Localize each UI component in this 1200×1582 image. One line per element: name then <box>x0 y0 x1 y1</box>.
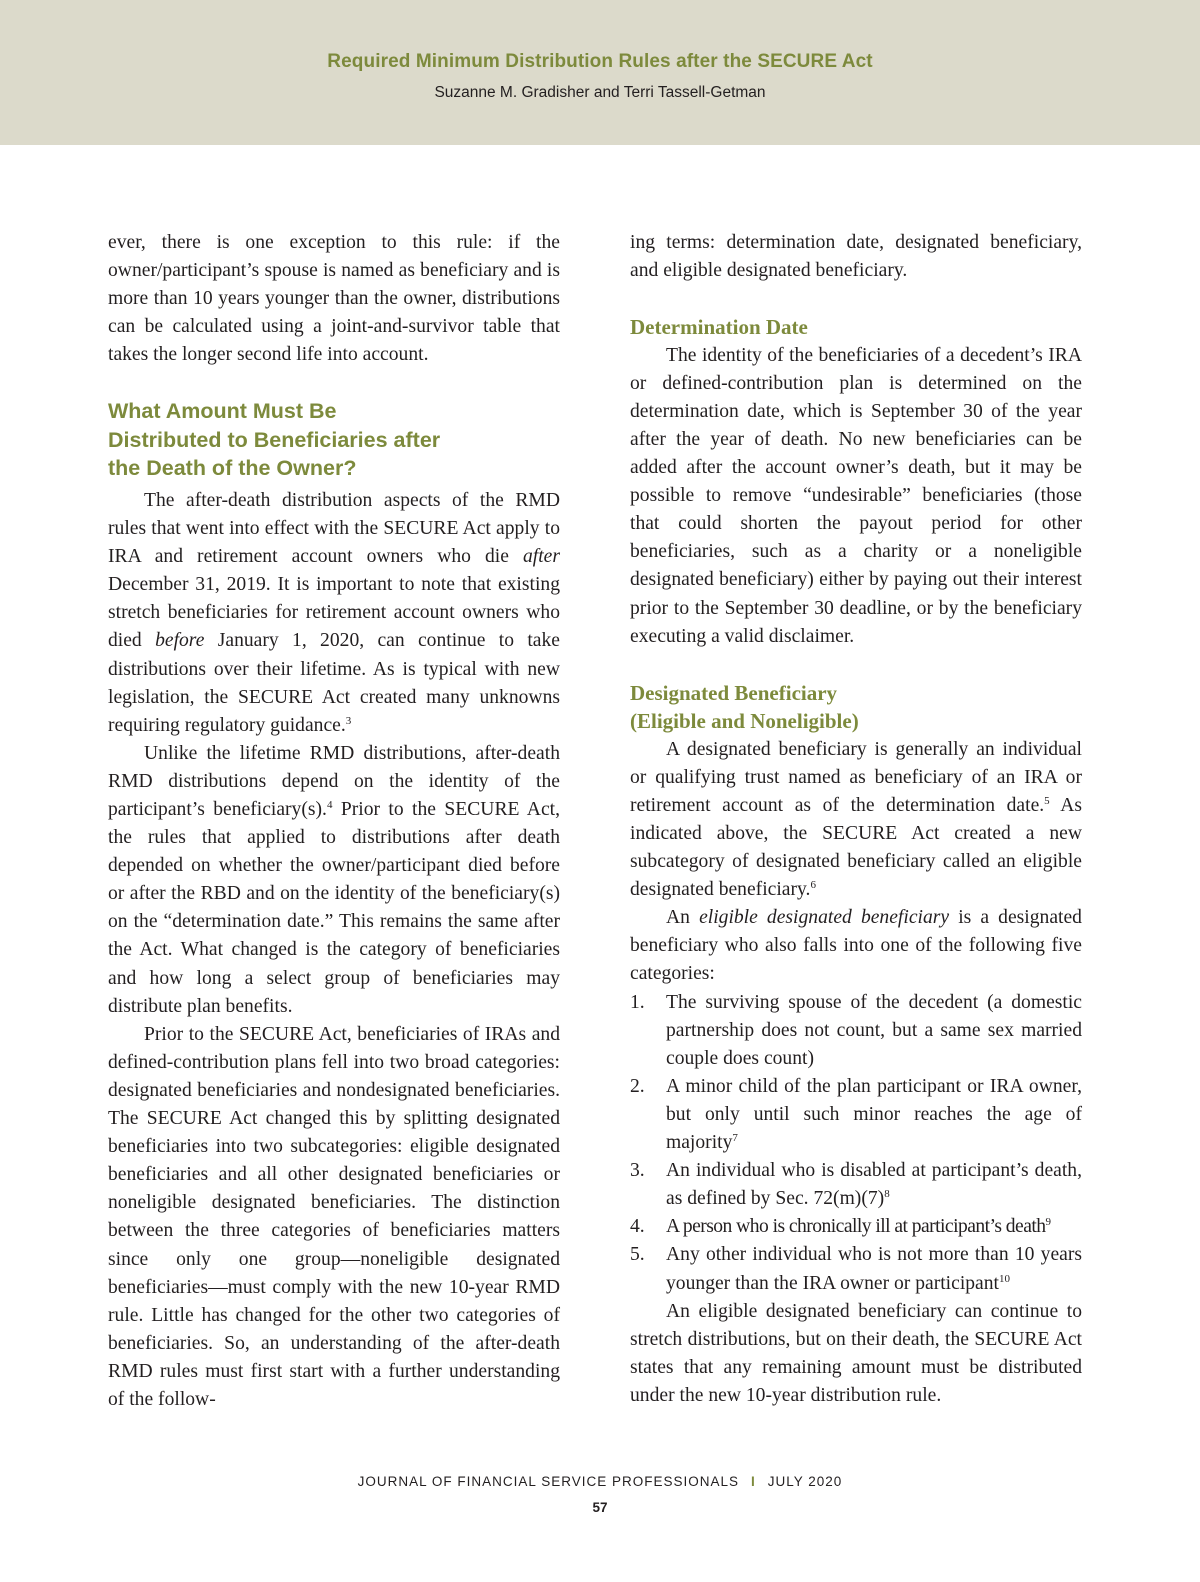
list-number: 4. <box>630 1216 645 1238</box>
footnote-marker: 8 <box>884 1188 890 1201</box>
page-number: 57 <box>592 1500 608 1515</box>
subheading-line: Designated Beneficiary <box>630 680 838 705</box>
emphasis-text: before <box>155 630 205 652</box>
list-item <box>630 1073 1082 1157</box>
list-number: 3. <box>630 1160 645 1182</box>
section-heading-line: Distributed to Beneficiaries after <box>108 427 441 452</box>
list-number: 2. <box>630 1075 645 1097</box>
list-item-text: Any other individual who is not more than 10 years younger than the IRA owner or participant$^{10}$ <box>666 1244 1082 1294</box>
list-item <box>630 1241 1082 1297</box>
designated-beneficiary-heading <box>630 679 1082 736</box>
body-paragraph: Unlike the lifetime RMD distributions, after-death RMD distributions depend on the identity of the participant’s beneficiary(s).$^4$ Prior to the SECURE Act, the rules that applied to distributions after death depended on whether the owner/participant died before or after the RBD and on the identity of the beneficiary(s) on the “determination date.” This remains the same after the Act. What changed is the category of beneficiaries and how long a select group of beneficiaries may distribute plan benefits. <box>108 742 560 1017</box>
list-item-text: A minor child of the plan participant or IRA owner, but only until such minor reaches the age of majority$^7$ <box>666 1075 1082 1154</box>
footnote-marker: 6 <box>810 879 816 892</box>
body-paragraph: Prior to the SECURE Act, beneficiaries of IRAs and defined-contribution plans fell into two broad categories: designated beneficiaries and nondesignated beneficiaries. The SECURE Act changed this by splitting designated beneficiaries into two subcategories: eligible designated beneficiaries and all other designated beneficiaries or noneligible designated beneficiaries. The distinction between the three categories of beneficiaries matters since only one group—noneligible designated beneficiaries—must comply with the new 10-year RMD rule. Little has changed for the other two categories of beneficiaries. So, an understanding of the after-death RMD rules must first start with a further understanding of the follow- <box>108 1023 560 1410</box>
running-header <box>0 0 1200 145</box>
list-item <box>630 989 1082 1073</box>
footnote-marker: 7 <box>732 1132 738 1145</box>
body-paragraph: A designated beneficiary is generally an individual or qualifying trust named as beneficiary of an IRA or retirement account as of the determination date.$^5$ As indicated above, the SECURE Act created a new subcategory of designated beneficiary called an eligible designated beneficiary.$^6$ <box>630 738 1082 901</box>
page-footer <box>0 1474 1200 1489</box>
list-item-text: An individual who is disabled at participant’s death, as defined by Sec. $72(m)(7)^8$ <box>666 1160 1082 1210</box>
body-paragraph: An eligible designated beneficiary can continue to stretch distributions, but on their death, the SECURE Act states that any remaining amount must be distributed under the new 10-year distribution rule. <box>630 1300 1082 1406</box>
right-column <box>630 229 1082 1410</box>
footnote-marker: 10 <box>999 1272 1010 1285</box>
section-heading <box>108 397 560 483</box>
eligible-categories-list <box>630 989 1082 1298</box>
section-heading-line: What Amount Must Be <box>108 399 337 424</box>
determination-date-heading: Determination Date <box>630 315 808 340</box>
running-authors: Suzanne M. Gradisher and Terri Tassell-Getman <box>434 84 766 101</box>
emphasis-text: eligible designated beneficiary <box>699 907 950 929</box>
footnote-marker: 4 <box>326 799 333 811</box>
body-paragraph: The identity of the beneficiaries of a decedent’s IRA or defined-contribution plan is determined on the determination date, which is September 30 of the year after the year of death. No new beneficiaries can be added after the account owner’s death, but it may be possible to remove “undesirable” beneficiaries (those that could shorten the payout period for other beneficiaries, such as a charity or a noneligible designated beneficiary) either by paying out their interest prior to the September 30 deadline, or by the beneficiary executing a valid disclaimer. <box>630 344 1082 647</box>
body-paragraph: The after-death distribution aspects of the RMD rules that went into effect with the SECURE Act apply to IRA and retirement account owners who die after December 31, 2019. It is important to note that existing stretch beneficiaries for retirement account owners who died before January 1, 2020, can continue to take distributions over their lifetime. As is typical with new legislation, the SECURE Act created many unknowns requiring regulatory guidance.$^3$ <box>108 489 560 736</box>
continued-paragraph: ing terms: determination date, designated beneficiary, and eligible designated beneficiary. <box>630 232 1082 282</box>
left-column <box>108 229 560 1414</box>
issue-date: JULY 2020 <box>767 1474 843 1489</box>
footer-separator: I <box>751 1474 756 1489</box>
list-number: 1. <box>630 991 645 1013</box>
list-item-text: The surviving spouse of the decedent (a domestic partnership does not count, but a same sex married couple does count) <box>666 991 1082 1069</box>
footnote-marker: 3 <box>345 714 352 727</box>
subheading-line: (Eligible and Noneligible) <box>630 709 859 734</box>
section-heading-line: the Death of the Owner? <box>108 456 357 481</box>
journal-name: JOURNAL OF FINANCIAL SERVICE PROFESSIONALS <box>357 1474 739 1489</box>
list-item-text: A person who is chronically ill at participant’s death$^9$ <box>666 1216 1051 1238</box>
emphasis-text: after <box>522 546 560 568</box>
footnote-marker: 5 <box>1044 794 1050 807</box>
body-paragraph: An eligible designated beneficiary is a designated beneficiary who also falls into one of the following five categories: <box>630 907 1082 985</box>
list-number: 5. <box>630 1244 645 1266</box>
footnote-marker: 9 <box>1045 1216 1051 1229</box>
running-title: Required Minimum Distribution Rules after the SECURE Act <box>327 51 873 72</box>
list-item <box>630 1213 1082 1241</box>
intro-paragraph: ever, there is one exception to this rule: if the owner/participant’s spouse is named as beneficiary and is more than 10 years younger than the owner, distributions can be calculated using a joint-and-survivor table that takes the longer second life into account. <box>108 232 560 366</box>
list-item <box>630 1157 1082 1213</box>
